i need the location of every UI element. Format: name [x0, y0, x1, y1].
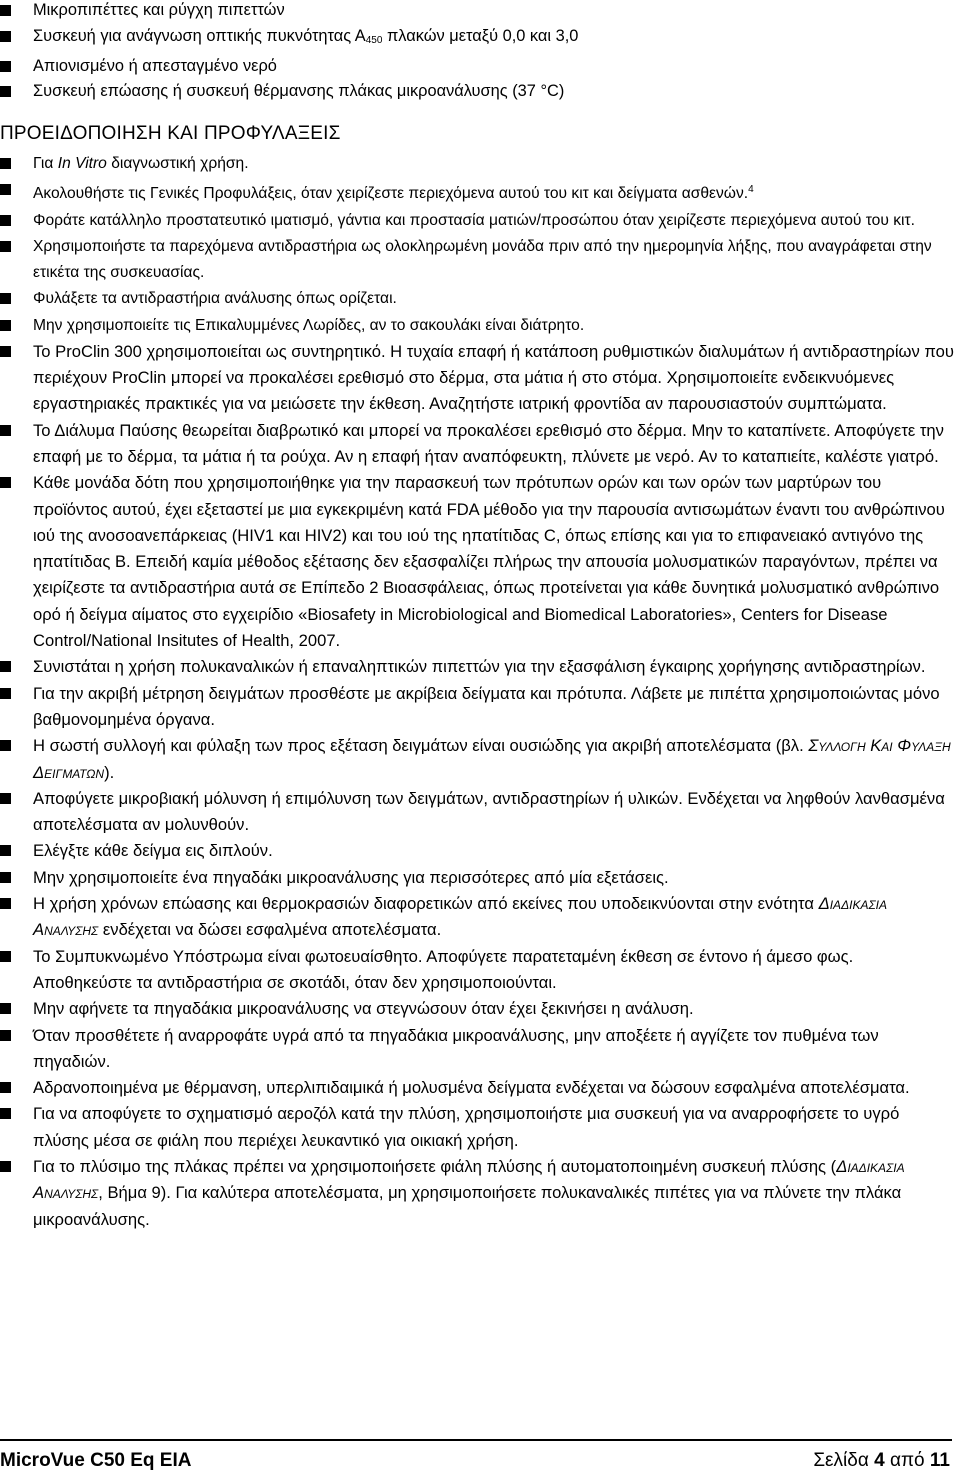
bullet-square-icon: [0, 1108, 11, 1119]
bullet-square-icon: [0, 1030, 11, 1041]
list-item: Μην χρησιμοποιείτε ένα πηγαδάκι μικροανάλυσης για περισσότερες από μία εξετάσεις.: [0, 865, 960, 891]
bullet-square-icon: [0, 661, 11, 672]
bullet-square-icon: [0, 86, 11, 97]
list-item: Συσκευή για ανάγνωση οπτικής πυκνότητας $A_{450}$ πλακών μεταξύ 0,0 και 3,0: [0, 24, 960, 54]
bullet-square-icon: [0, 346, 11, 357]
cross-reference: Διαδικασια Αναλυσης: [33, 894, 887, 940]
bullet-square-icon: [0, 845, 11, 856]
warnings-list-upper: [0, 151, 960, 339]
list-item: Όταν προσθέτετε ή αναρροφάτε υγρά από τα πηγαδάκια μικροανάλυσης, μην αποξέετε ή αγγίζετε τον πυθμένα των πηγαδιών.: [0, 1023, 960, 1076]
cross-reference: Συλλογη Και Φυλαξη Δειγματων: [33, 736, 951, 782]
list-item: Φοράτε κατάλληλο προστατευτικό ιματισμό, γάντια και προστασία ματιών/προσώπου όταν χειρίζεστε περιεχόμενα αυτού του κιτ.: [0, 208, 960, 234]
bullet-square-icon: [0, 793, 11, 804]
section-heading: ΠΡΟΕΙΔΟΠΟΙΗΣΗ ΚΑΙ ΠΡΟΦΥΛΑΞΕΙΣ: [0, 123, 341, 145]
list-item: Το Διάλυμα Παύσης θεωρείται διαβρωτικό και μπορεί να προκαλέσει ερεθισμό στο δέρμα. Μην το καταπίνετε. Αποφύγετε την επαφή με το δέρμα, τα μάτια ή τα ρούχα. Αν η επαφή ήταν αναπόφευκτη, πλύνετε με νερό. Αν το καταπιείτε, καλέστε γιατρό.: [0, 418, 960, 471]
bullet-square-icon: [0, 293, 11, 304]
list-item: Η χρήση χρόνων επώασης και θερμοκρασιών διαφορετικών από εκείνες που υποδεικνύονται στην ενότητα Διαδικασια Αναλυσης ενδέχεται να δώσει εσφαλμένα αποτελέσματα.: [0, 891, 960, 944]
list-item: Για το πλύσιμο της πλάκας πρέπει να χρησιμοποιήσετε φιάλη πλύσης ή αυτοματοποιημένη συσκευή πλύσης (Διαδικασια Αναλυσης, Βήμα 9). Για καλύτερα αποτελέσματα, μη χρησιμοποιήσετε πολυκαναλικές πιπέτες για να πλύνετε την πλάκα μικροανάλυσης.: [0, 1154, 960, 1233]
reference-superscript: 4: [748, 184, 754, 196]
list-item: Η σωστή συλλογή και φύλαξη των προς εξέταση δειγμάτων είναι ουσιώδης για ακριβή αποτελέσματα (βλ. Συλλογη Και Φυλαξη Δειγματων).: [0, 733, 960, 786]
bullet-square-icon: [0, 184, 11, 195]
list-item: Κάθε μονάδα δότη που χρησιμοποιήθηκε για την παρασκευή των πρότυπων ορών και των ορών των μαρτύρων του προϊόντος αυτού, έχει εξεταστεί με μια εγκεκριμένη κατά FDA μέθοδο για την παρουσία αντισωμάτων έναντι του ανθρώπινου ιού της ανοσοανεπάρκειας (HIV1 και HIV2) και του ιού της ηπατίτιδας C, όπως επίσης και για το επιφανειακό αντιγόνο της ηπατίτιδας Β. Επειδή καμία μέθοδος εξέτασης δεν εξασφαλίζει πλήρως την απουσία μολυσματικών παραγόντων, πρέπει να χειρίζεστε τα αντιδραστήρια αυτά σε Επίπεδο 2 Βιοασφάλειας, όπως προτείνεται για κάθε δυνητικά μολυσματικό ανθρώπινο ορό ή δείγμα αίματος στο εγχειρίδιο «Biosafety in Microbiological and Biomedical Laboratories», Centers for Disease Control/National Insitutes of Health, 2007.: [0, 470, 960, 654]
list-item: Ελέγξτε κάθε δείγμα εις διπλούν.: [0, 838, 960, 864]
cross-reference: Διαδικασια Αναλυσης: [33, 1157, 905, 1203]
bullet-square-icon: [0, 5, 11, 16]
page-footer: [0, 1439, 952, 1479]
list-item: Μην αφήνετε τα πηγαδάκια μικροανάλυσης να στεγνώσουν όταν έχει ξεκινήσει η ανάλυση.: [0, 996, 960, 1022]
bullet-square-icon: [0, 1161, 11, 1172]
list-item: Μικροπιπέττες και ρύγχη πιπεττών: [0, 0, 960, 24]
od-wavelength: 450: [365, 34, 383, 46]
bullet-square-icon: [0, 215, 11, 226]
list-item: Το Συμπυκνωμένο Υπόστρωμα είναι φωτοευαίσθητο. Αποφύγετε παρατεταμένη έκθεση σε έντονο ή άμεσο φως. Αποθηκεύστε τα αντιδραστήρια σε σκοτάδι, όταν δεν χρησιμοποιούνται.: [0, 944, 960, 997]
bullet-square-icon: [0, 241, 11, 252]
bullet-square-icon: [0, 158, 11, 169]
bullet-square-icon: [0, 425, 11, 436]
warnings-list-lower: [0, 339, 960, 1233]
list-item: Το ProClin 300 χρησιμοποιείται ως συντηρητικό. Η τυχαία επαφή ή κατάποση ρυθμιστικών διαλυμάτων ή αντιδραστηρίων που περιέχουν ProClin μπορεί να προκαλέσει ερεθισμό στο δέρμα, στα μάτια ή στο στόμα. Χρησιμοποιείτε ενδεικνυόμενες εργαστηριακές πρακτικές για να μειώσετε την έκθεση. Αναζητήστε ιατρική φροντίδα αν παρουσιαστούν συμπτώματα.: [0, 339, 960, 418]
bullet-square-icon: [0, 1082, 11, 1093]
bullet-square-icon: [0, 740, 11, 751]
list-item: Για να αποφύγετε το σχηματισμό αεροζόλ κατά την πλύση, χρησιμοποιήστε μια συσκευή για να αναρροφήσετε το υγρό πλύσης μέσα σε φιάλη που περιέχει λευκαντικό για οικιακή χρήση.: [0, 1101, 960, 1154]
list-item: Χρησιμοποιήστε τα παρεχόμενα αντιδραστήρια ως ολοκληρωμένη μονάδα πριν από την ημερομηνία λήξης, που αναγράφεται στην ετικέτα της συσκευασίας.: [0, 234, 960, 286]
list-item: Συσκευή επώασης ή συσκευή θέρμανσης πλάκας μικροανάλυσης (37 °C): [0, 79, 960, 105]
materials-list: [0, 0, 960, 105]
list-item: Ακολουθήστε τις Γενικές Προφυλάξεις, όταν χειρίζεστε περιεχόμενα αυτού του κιτ και δείγματα ασθενών.$^4$: [0, 177, 960, 207]
list-item: Για In Vitro διαγνωστική χρήση.: [0, 151, 960, 177]
bullet-square-icon: [0, 872, 11, 883]
bullet-square-icon: [0, 31, 11, 42]
bullet-square-icon: [0, 951, 11, 962]
bullet-square-icon: [0, 61, 11, 72]
list-item: Συνιστάται η χρήση πολυκαναλικών ή επαναληπτικών πιπεττών για την εξασφάλιση έγκαιρης χορήγησης αντιδραστηρίων.: [0, 654, 960, 680]
list-item: Φυλάξετε τα αντιδραστήρια ανάλυσης όπως ορίζεται.: [0, 286, 960, 312]
list-item: Μην χρησιμοποιείτε τις Επικαλυμμένες Λωρίδες, αν το σακουλάκι είναι διάτρητο.: [0, 313, 960, 339]
bullet-square-icon: [0, 477, 11, 488]
product-name: MicroVue C50 Eq EIA: [0, 1450, 192, 1471]
list-item: Απιονισμένο ή απεσταγμένο νερό: [0, 54, 960, 80]
bullet-square-icon: [0, 320, 11, 331]
page-number: Σελίδα 4 από 11: [813, 1450, 950, 1471]
bullet-square-icon: [0, 688, 11, 699]
list-item: Για την ακριβή μέτρηση δειγμάτων προσθέστε με ακρίβεια δείγματα και πρότυπα. Λάβετε με πιπέττα χρησιμοποιώντας μόνο βαθμονομημένα όργανα.: [0, 681, 960, 734]
list-item: Αδρανοποιημένα με θέρμανση, υπερλιπιδαιμικά ή μολυσμένα δείγματα ενδέχεται να δώσουν εσφαλμένα αποτελέσματα.: [0, 1075, 960, 1101]
bullet-square-icon: [0, 898, 11, 909]
bullet-square-icon: [0, 1003, 11, 1014]
list-item: Αποφύγετε μικροβιακή μόλυνση ή επιμόλυνση των δειγμάτων, αντιδραστηρίων ή υλικών. Ενδέχεται να ληφθούν λανθασμένα αποτελέσματα αν μολυνθούν.: [0, 786, 960, 839]
